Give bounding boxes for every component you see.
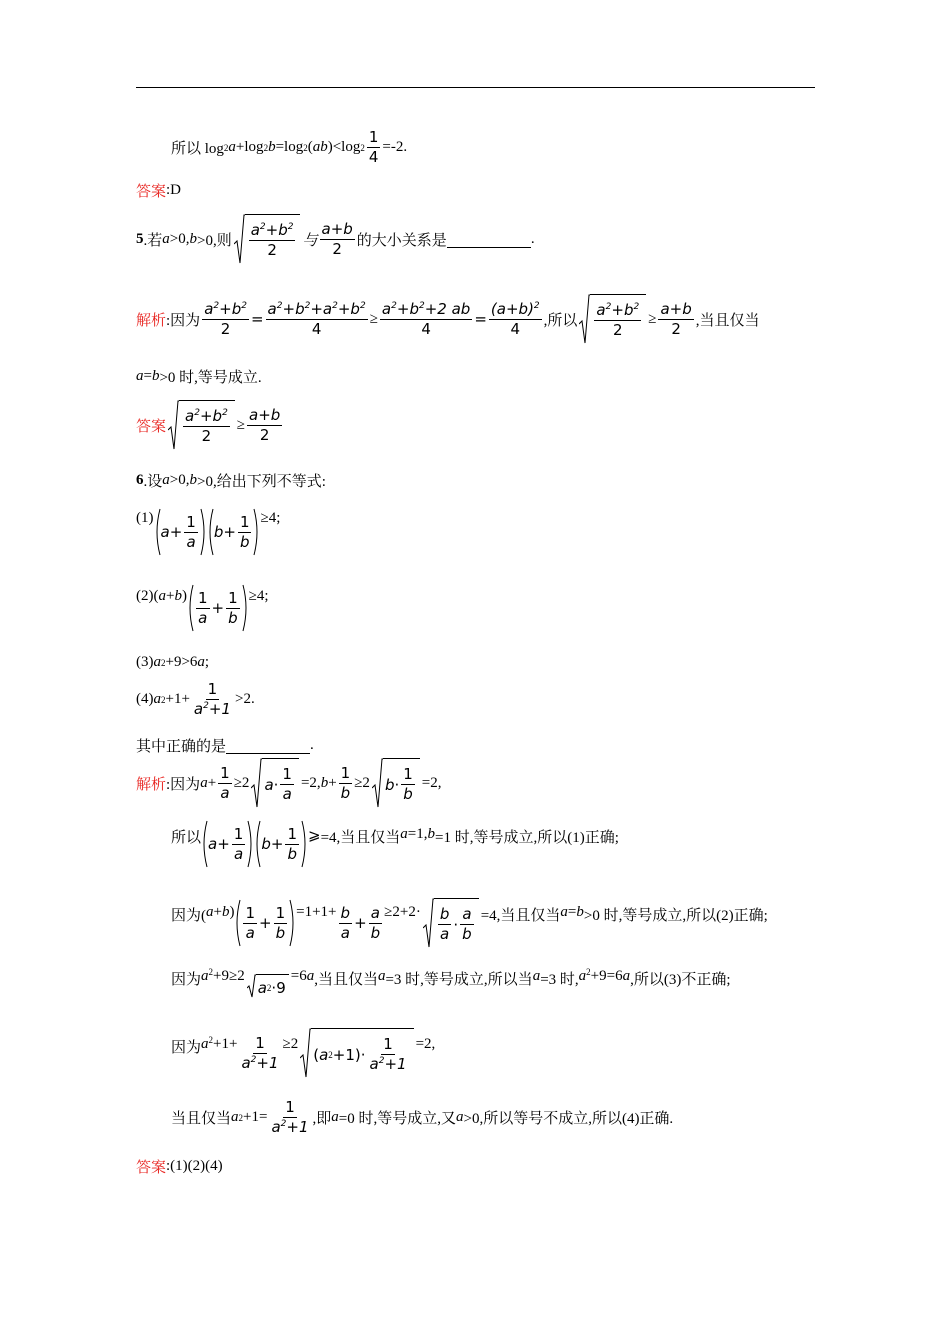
text: ) [229, 904, 235, 920]
numerator: a+b [321, 219, 353, 238]
text: .若 [143, 232, 163, 249]
text: >0, [169, 230, 190, 247]
var-a: a [206, 904, 214, 920]
item-tag: (1) [136, 510, 154, 526]
denominator: a [340, 923, 350, 942]
text: +2 [424, 299, 447, 318]
fraction [247, 406, 282, 445]
text: . [530, 230, 535, 247]
var-a: a [162, 230, 170, 247]
var-a: a [201, 1036, 209, 1052]
text: = [143, 368, 152, 384]
var-b: b [174, 588, 182, 604]
step-5: 当且仅当 a 2 +1= $\frac{1}{a^2+1}$ ,即 a =0 时,等号成立,又 a >0,所以等号不成立,所以(4)正确. [171, 1098, 674, 1136]
text: +1= [243, 1109, 268, 1125]
paren-group: $\frac{1}{a}$ + $\frac{1}{b}$ [187, 584, 249, 632]
step-3: 因为 a 2 +9≥2 a 2 ·9 =6 a ,当且仅当 a =3 时,等号成立,所以当 a =3 时, a 2 +9=6 a ,所以(3)不正确; [171, 967, 731, 997]
step-1 [171, 820, 619, 868]
radical-sign-icon [247, 974, 256, 998]
text: ,所以(3)不正确; [630, 972, 731, 988]
var-ab: ab [312, 139, 328, 155]
denominator: b [462, 925, 472, 943]
var-b: b [409, 299, 419, 318]
var-a: a [532, 968, 541, 984]
fraction: $\frac{(a+b)^2}{4}$ [490, 299, 540, 338]
denominator: 2 [220, 319, 231, 338]
fraction-arith-mean [320, 220, 355, 259]
answer-label: 答案 [136, 1160, 167, 1176]
text: >0,则 [196, 232, 232, 249]
denominator: a [440, 925, 450, 943]
numerator: a [462, 905, 472, 923]
paren-group: b + $\frac{1}{b}$ [254, 820, 308, 868]
exponent: 2 [213, 300, 220, 311]
sqrt: $\frac{a^2+b^2}{2}$ [579, 294, 646, 344]
text: . [310, 737, 314, 753]
var-a: a [228, 139, 236, 155]
text: >0, [169, 472, 190, 488]
exponent: 2 [359, 300, 366, 311]
fraction: $\frac{a^2+b^2+2 ab}{4}$ [381, 299, 471, 338]
text: =6 [290, 968, 307, 984]
fraction [658, 300, 693, 339]
var-b: b [189, 230, 197, 247]
text: =1 时,等号成立,所以(1)正确; [435, 830, 619, 846]
text: 当且仅当 [171, 1111, 232, 1127]
left-paren-icon [254, 820, 261, 868]
text: <log [332, 139, 361, 155]
fraction: $\frac{a^2+b^2}{2}$ [204, 299, 247, 338]
text: ·9 [271, 978, 286, 997]
denominator: 2 [332, 239, 342, 258]
text: ,即 [312, 1111, 332, 1127]
question-number: 5 [136, 230, 144, 247]
text: =3 时,等号成立,所以当 [385, 972, 533, 988]
subscript: 2 [303, 142, 308, 153]
subscript: 2 [223, 142, 229, 153]
denominator: b [228, 608, 238, 627]
text: 其中正确的是 [136, 739, 227, 755]
var-a: a [204, 299, 214, 318]
fraction-one-quarter [367, 128, 381, 167]
left-paren-icon [187, 584, 194, 632]
var-a: a [622, 968, 631, 984]
left-paren-icon [234, 899, 241, 947]
radical-sign-icon [423, 898, 434, 948]
denominator: a [282, 785, 292, 803]
sqrt-mean-square: $\frac{a^2+b^2}{2}$ [234, 214, 301, 264]
text: >0,所以等号不成立,所以(4)正确. [463, 1111, 674, 1127]
var-a: a [578, 968, 587, 984]
var-a: a [208, 835, 218, 853]
var-a: a [306, 968, 315, 984]
var-a: a [377, 968, 386, 984]
which-correct [136, 735, 314, 756]
sqrt: $\frac{a^2+b^2}{2}$ [168, 400, 235, 450]
inequality-2 [136, 584, 269, 632]
text: ) [181, 588, 187, 604]
radical-sign-icon [579, 294, 590, 344]
denominator: a [198, 608, 208, 627]
fraction: $\frac{a^2+b^2+a^2+b^2}{4}$ [267, 299, 366, 338]
text: = [250, 310, 264, 328]
text: =2, [415, 1036, 436, 1052]
answer-value: :D [166, 182, 182, 198]
exponent: 2 [418, 300, 425, 311]
numerator: a+b [660, 299, 692, 318]
text: 因为 [171, 1040, 202, 1056]
var-b: b [623, 301, 634, 319]
numerator: a+b [249, 405, 281, 424]
item-tag: (3) [136, 654, 154, 670]
text: a+b [496, 299, 529, 318]
var-a: a [197, 654, 205, 670]
text: + [213, 904, 222, 920]
denominator: b [275, 923, 286, 942]
text: ≥2 [282, 1036, 299, 1052]
left-paren-icon [201, 820, 208, 868]
fraction: $\frac{1}{a^2+1}$ [271, 1098, 309, 1136]
var-b: b [576, 904, 584, 920]
var-a: a [231, 1109, 239, 1125]
analysis-label: 解析 [136, 776, 167, 793]
text: +9≥2 [213, 968, 245, 984]
denominator: a [186, 532, 196, 551]
text: =3 时, [540, 972, 579, 988]
text: ≥ [648, 310, 657, 327]
exponent: 2 [280, 1119, 287, 1129]
numerator: a [370, 903, 380, 922]
denominator: 4 [311, 319, 322, 338]
fraction [339, 904, 353, 943]
text: =2, [421, 774, 442, 791]
var-a: a [369, 1055, 379, 1073]
var-b: b [268, 139, 276, 155]
var-a: a [136, 368, 144, 384]
var-b: b [189, 472, 197, 488]
var-b: b [278, 221, 288, 239]
sqrt: b · $\frac{1}{b}$ [372, 758, 420, 808]
exponent: 2 [633, 302, 640, 312]
right-paren-icon [289, 899, 296, 947]
var-b: b [212, 407, 223, 425]
var-a: a [153, 691, 161, 707]
left-paren-icon [154, 508, 161, 556]
paren-group: $\frac{1}{a}$ + $\frac{1}{b}$ [234, 899, 296, 947]
right-paren-icon [253, 508, 260, 556]
paren-group: a + $\frac{1}{a}$ [154, 508, 207, 556]
var-a: a [193, 700, 204, 718]
question-5 [136, 214, 535, 264]
denominator: 2 [259, 425, 270, 444]
text: +9=6 [590, 968, 623, 984]
answer-blank[interactable] [226, 737, 310, 754]
text: 因为 [171, 972, 202, 988]
var-a: a [257, 978, 267, 997]
var-b: b [261, 835, 271, 853]
answer-4 [136, 180, 181, 201]
text: 的大小关系是 [356, 232, 447, 249]
var-a: a [381, 299, 392, 318]
right-paren-icon [200, 508, 207, 556]
radical-sign-icon [234, 214, 245, 264]
denominator: b [287, 844, 297, 863]
var-a: a [271, 1118, 281, 1136]
var-a: a [322, 299, 333, 318]
exponent: 2 [605, 302, 612, 312]
answer-label: 答案 [136, 184, 167, 200]
var-ab: ab [451, 299, 471, 318]
paren-group: b + $\frac{1}{b}$ [207, 508, 261, 556]
step-4: 因为 a 2 +1+ $\frac{1}{a^2+1}$ ≥2 ( a 2 +1)· $\frac{1}{a^2+1}$ =2, [171, 1028, 435, 1078]
text: ≥4; [248, 588, 269, 604]
text: =1, [407, 826, 428, 842]
var-a: a [264, 775, 274, 794]
text: =2, [300, 774, 321, 791]
var-b: b [231, 299, 242, 318]
fraction: $\frac{1}{a^2+1}$ [193, 680, 231, 718]
inequality-1 [136, 508, 280, 556]
text: =1+1+ [296, 904, 337, 920]
text: =0 时,等号成立,又 [338, 1111, 456, 1127]
denominator: b [403, 785, 413, 803]
denominator: a [220, 783, 230, 802]
denominator: 2 [201, 427, 212, 445]
analysis-6: 解析 :因为 a + $\frac{1}{a}$ ≥2 a · $\frac{1}{a}$ =2, b + $\frac{1}{b}$ ≥2 b · $\frac{1}{b}$ =2, [136, 758, 442, 808]
answer-label: 答案 [136, 418, 167, 435]
text: :因为 [166, 776, 201, 793]
fraction: $\frac{1}{b}$ [340, 763, 351, 802]
var-a: a [200, 774, 208, 791]
var-b: b [221, 904, 230, 920]
var-a: a [201, 968, 209, 984]
var-a: a [158, 588, 166, 604]
text: +1+ [213, 1036, 238, 1052]
fraction: $\frac{1}{a}$ [220, 763, 230, 802]
var-a: a [241, 1053, 251, 1072]
radical-sign-icon [300, 1028, 311, 1078]
right-paren-icon [301, 820, 308, 868]
text: >0 时,等号成立. [159, 370, 262, 386]
denominator: 2 [613, 321, 623, 339]
var-a: a [319, 1045, 329, 1064]
sqrt: a · $\frac{1}{a}$ [251, 758, 299, 808]
text: ( [307, 139, 313, 155]
text: =-2. [382, 139, 408, 155]
text: ,当且仅当 [314, 972, 378, 988]
denominator: b [239, 532, 250, 551]
denominator: a [245, 923, 255, 942]
denominator: b [370, 923, 381, 942]
header-rule [136, 87, 815, 88]
item-tag: (4) [136, 691, 154, 707]
text: ,当且仅当 [695, 312, 760, 329]
var-a: a [455, 1109, 464, 1125]
denominator: 2 [267, 241, 277, 259]
text: =4,当且仅当 [320, 830, 401, 846]
text: ≥2+2· [384, 904, 421, 920]
text: ; [204, 654, 210, 670]
paren-group: a + $\frac{1}{a}$ [201, 820, 254, 868]
var-a: a [185, 407, 195, 425]
var-b: b [350, 299, 360, 318]
var-b: b [151, 368, 160, 384]
radical-sign-icon [372, 758, 383, 808]
right-paren-icon [242, 584, 249, 632]
text: ) [327, 139, 333, 155]
sqrt: $\frac{b}{a}$ · $\frac{a}{b}$ [423, 898, 479, 948]
log-conclusion-line [171, 128, 407, 167]
text: >2. [234, 691, 255, 707]
inequality-4: (4) a 2 +1+ $\frac{1}{a^2+1}$ >2. [136, 680, 255, 718]
text: +1+ [165, 691, 190, 707]
exponent: 2 [378, 1056, 385, 1066]
var-a: a [162, 472, 170, 488]
inequality-3: (3) a 2 +9>6 a ; [136, 654, 210, 670]
numerator: b [439, 905, 450, 923]
text: 因为( [171, 908, 206, 924]
var-a: a [250, 221, 260, 239]
text: .设 [143, 474, 163, 490]
answer-5 [136, 400, 284, 450]
analysis-5-cont [136, 366, 262, 387]
exponent: 2 [304, 300, 311, 311]
denominator: b [340, 783, 351, 802]
var-b: b [384, 775, 395, 794]
text: +log [235, 139, 264, 155]
denominator: 2 [671, 319, 681, 338]
numerator: 1 [368, 128, 379, 146]
answer-blank[interactable] [447, 231, 531, 248]
step-2: 因为( a + b ) $\frac{1}{a}$ + $\frac{1}{b}$ =1+1+ $\frac{b}{a}$ + $\frac{a}{b}$ ≥2+2· $\frac{b}{a}$ · $\frac{a}{b}$ =4,当且仅当 a = b >0 时,等号成立,所以(2)正确; [171, 898, 768, 948]
exponent: 2 [332, 300, 338, 311]
left-paren-icon [207, 508, 214, 556]
denominator: 4 [368, 148, 379, 166]
subscript: 2 [263, 142, 269, 153]
fraction [369, 904, 383, 943]
numerator: b [340, 903, 351, 922]
text: =4,当且仅当 [480, 908, 561, 924]
var-b: b [213, 523, 224, 541]
answer-6 [136, 1156, 223, 1177]
text: ≥2 [354, 774, 370, 791]
text: = [474, 310, 487, 328]
radical-sign-icon [251, 758, 262, 808]
sqrt: ( a 2 +1)· $\frac{1}{a^2+1}$ [300, 1028, 413, 1078]
text: ⩾ [308, 828, 321, 844]
text: ,所以 [543, 312, 578, 329]
exponent: 2 [391, 300, 397, 311]
var-a: a [160, 523, 170, 541]
exponent: 2 [222, 408, 228, 418]
denominator: 4 [421, 319, 431, 338]
sqrt: a 2 ·9 [247, 974, 289, 998]
text: >0 时,等号成立,所以(2)正确; [583, 908, 768, 924]
text: ≥4; [260, 510, 281, 526]
var-a: a [153, 654, 161, 670]
exponent: 2 [203, 701, 209, 711]
answer-value: :(1)(2)(4) [166, 1158, 223, 1174]
text: ≥ [369, 310, 378, 327]
var-a: a [400, 826, 408, 842]
var-a: a [596, 301, 606, 319]
radical-sign-icon [168, 400, 179, 450]
var-a: a [331, 1109, 339, 1125]
analysis-label: 解析 [136, 312, 167, 329]
exponent: 2 [259, 222, 266, 232]
item-tag: (2)( [136, 588, 159, 604]
exponent: 2 [276, 300, 283, 311]
denominator: 4 [510, 319, 521, 338]
question-6 [136, 470, 326, 491]
exponent: 2 [241, 300, 247, 311]
text: +9>6 [165, 654, 198, 670]
var-b: b [295, 299, 305, 318]
text: = [567, 904, 577, 920]
numerator: 1 [207, 680, 218, 698]
var-a: a [267, 299, 277, 318]
text: ≥2 [233, 774, 250, 791]
text: + [166, 588, 175, 604]
text: :因为 [166, 312, 201, 329]
exponent: 2 [533, 300, 540, 311]
text: 与 [302, 232, 318, 249]
var-a: a [560, 904, 568, 920]
exponent: 2 [250, 1054, 257, 1065]
right-paren-icon [247, 820, 254, 868]
var-b: b [427, 826, 436, 842]
exponent: 2 [194, 408, 200, 418]
text: >0,给出下列不等式: [196, 474, 326, 490]
text: =log [275, 139, 304, 155]
fraction: $\frac{1}{a^2+1}$ [241, 1033, 279, 1072]
var-b: b [320, 774, 329, 791]
exponent: 2 [287, 222, 294, 232]
text: 所以 log [171, 141, 224, 157]
text: 所以 [171, 830, 202, 846]
question-number: 6 [136, 472, 144, 488]
denominator: a [233, 844, 244, 863]
subscript: 2 [360, 142, 365, 153]
analysis-5 [136, 294, 760, 344]
text: ≥ [236, 416, 246, 433]
